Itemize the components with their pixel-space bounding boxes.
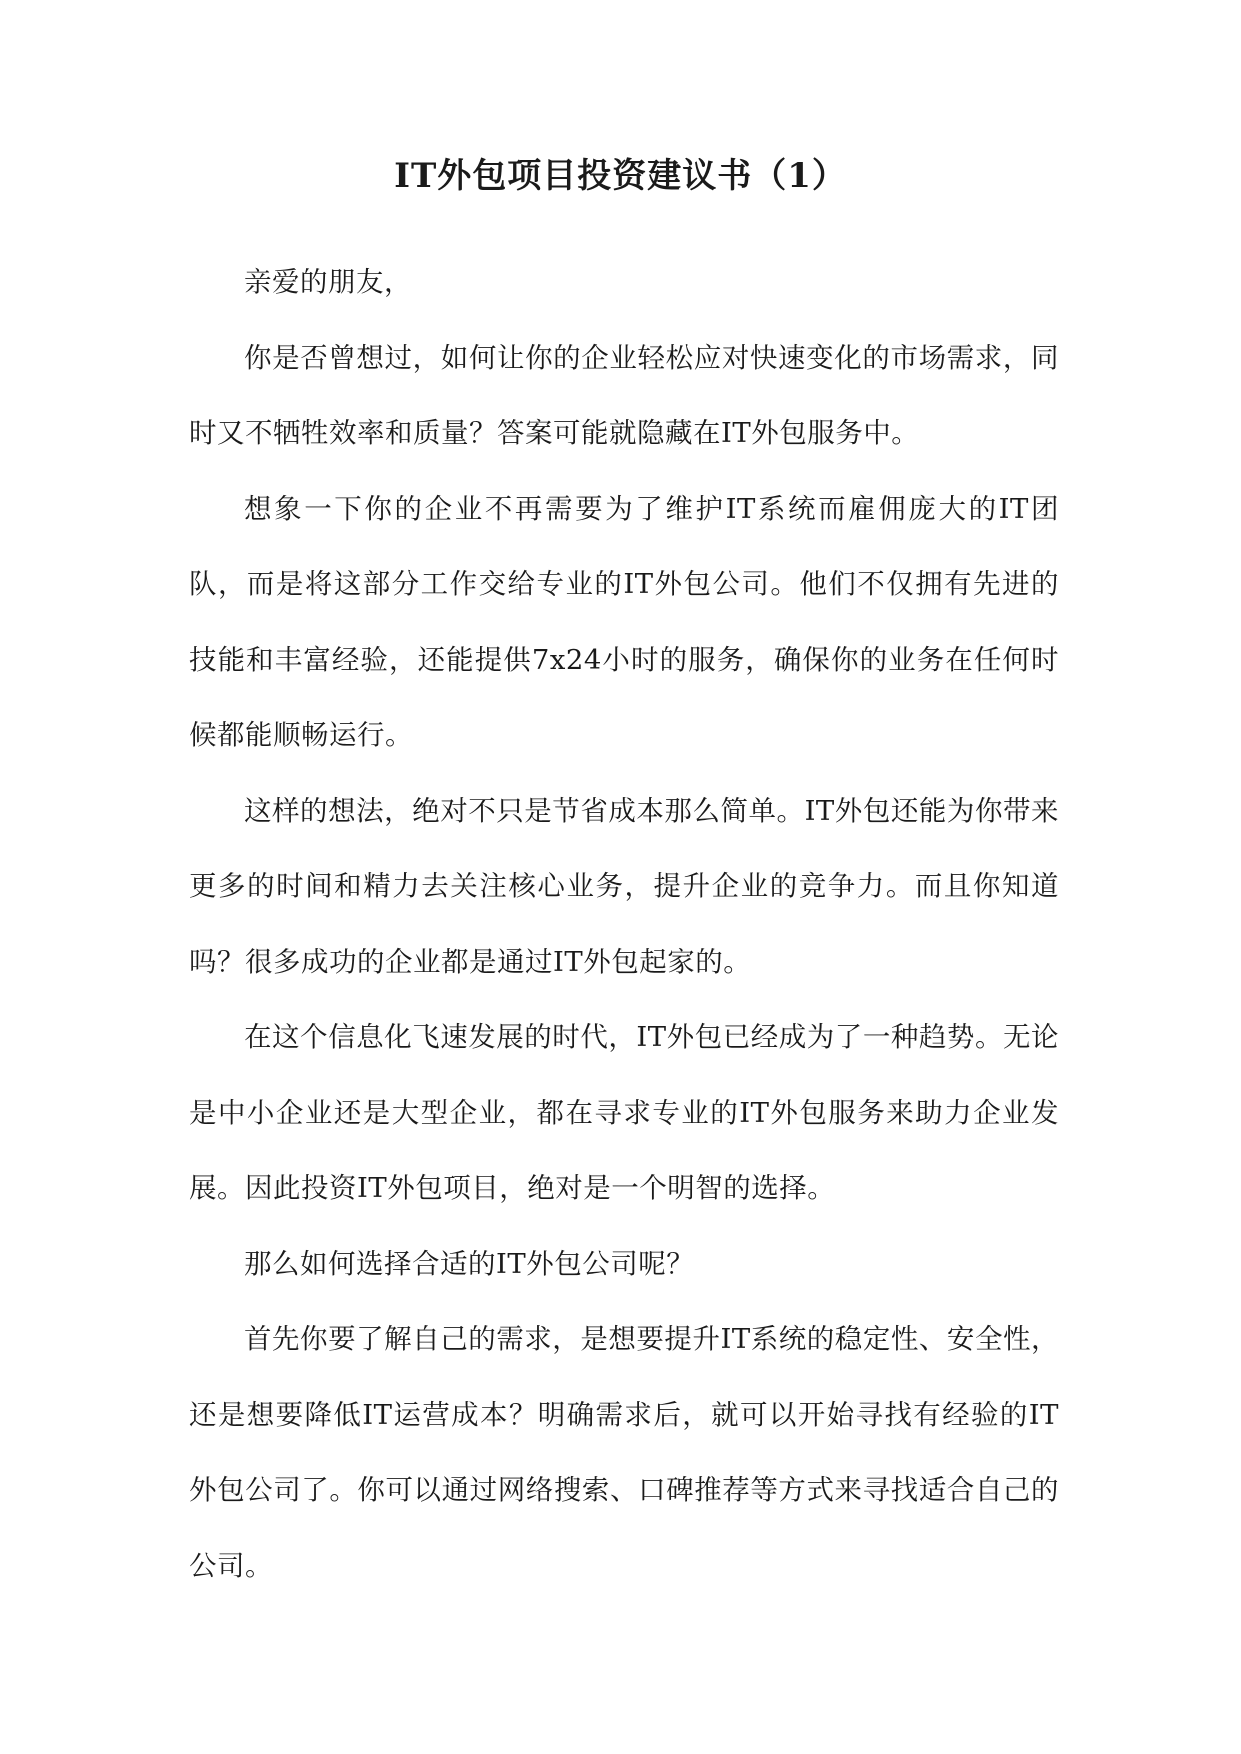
paragraph-needs: 首先你要了解自己的需求，是想要提升IT系统的稳定性、安全性，还是想要降低IT运营成本？明确需求后，就可以开始寻找有经验的IT外包公司了。你可以通过网络搜索、口碑推荐等方式来寻找适合自己的公司。 bbox=[189, 1323, 1059, 1582]
document-body bbox=[189, 245, 1059, 1604]
document-title: IT外包项目投资建议书（1） bbox=[394, 156, 847, 196]
paragraph-how-to-choose: 那么如何选择合适的IT外包公司呢？ bbox=[244, 1247, 695, 1280]
paragraph-benefits: 这样的想法，绝对不只是节省成本那么简单。IT外包还能为你带来更多的时间和精力去关注核心业务，提升企业的竞争力。而且你知道吗？很多成功的企业都是通过IT外包起家的。 bbox=[189, 794, 1059, 978]
paragraph-greeting: 亲爱的朋友， bbox=[244, 266, 412, 298]
paragraph-question: 你是否曾想过，如何让你的企业轻松应对快速变化的市场需求，同时又不牺牲效率和质量？答案可能就隐藏在IT外包服务中。 bbox=[189, 341, 1059, 449]
paragraph-imagine: 想象一下你的企业不再需要为了维护IT系统而雇佣庞大的IT团队，而是将这部分工作交给专业的IT外包公司。他们不仅拥有先进的技能和丰富经验，还能提供7x24小时的服务，确保你的业务在任何时候都能顺畅运行。 bbox=[189, 492, 1059, 751]
paragraph-trend: 在这个信息化飞速发展的时代，IT外包已经成为了一种趋势。无论是中小企业还是大型企业，都在寻求专业的IT外包服务来助力企业发展。因此投资IT外包项目，绝对是一个明智的选择。 bbox=[189, 1021, 1059, 1204]
